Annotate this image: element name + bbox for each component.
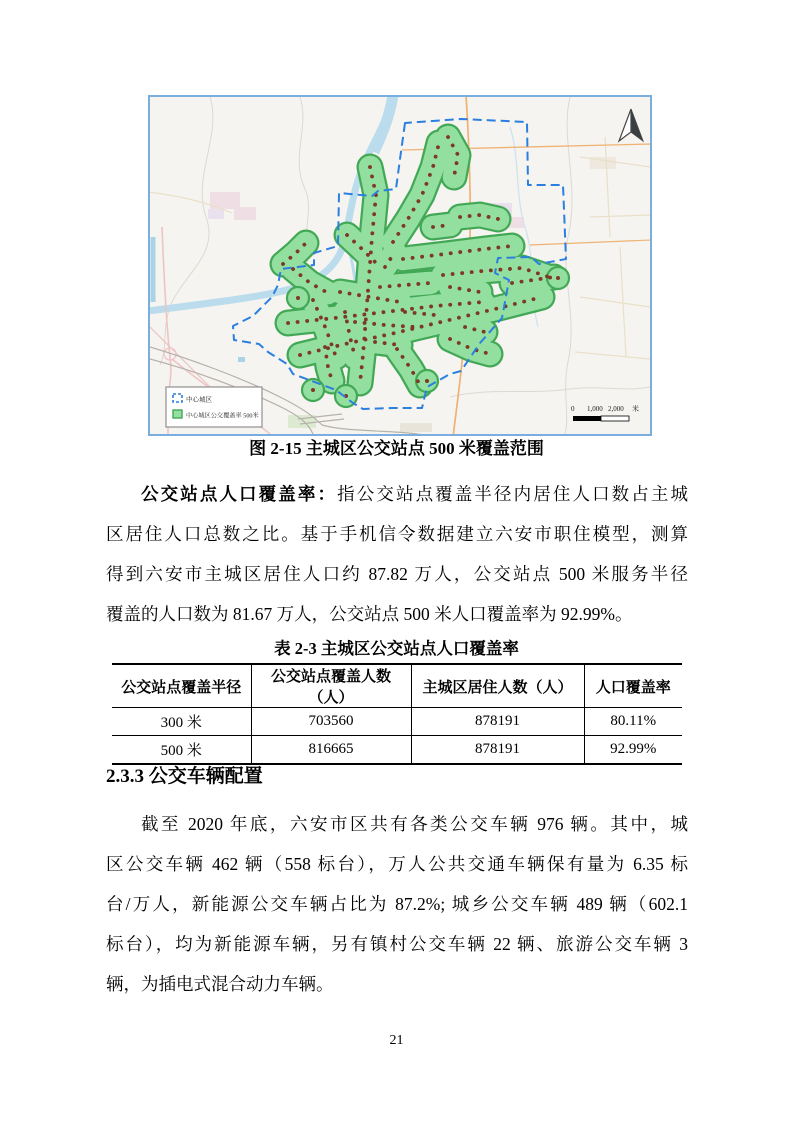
legend-coverage-icon [173, 410, 182, 418]
paragraph-line: 标台），均为新能源车辆，另有镇村公交车辆 22 辆、旅游公交车辆 3 [106, 934, 688, 954]
legend-boundary-icon [173, 394, 182, 402]
paragraph-line: 台/万人，新能源公交车辆占比为 87.2%; 城乡公交车辆 489 辆（602.1 [106, 894, 688, 914]
table-header-cell: 公交站点覆盖人数（人） [251, 664, 411, 708]
paragraph-line [106, 474, 688, 514]
table-cell: 92.99% [610, 741, 657, 757]
table-cell: 500 米 [112, 736, 251, 765]
table-header-cell: 人口覆盖率 [584, 664, 682, 708]
page-number: 21 [389, 1033, 404, 1048]
paragraph-line: 覆盖的人口数为 81.67 万人，公交站点 500 米人口覆盖率为 92.99%。 [106, 604, 633, 624]
paragraph-line: 区公交车辆 462 辆（558 标台），万人公共交通车辆保有量为 6.35 标 [106, 854, 688, 874]
small-lake [238, 357, 245, 362]
map-legend [166, 387, 262, 427]
table-cell: 816665 [251, 736, 411, 765]
paragraph-lead-bold: 公交站点人口覆盖率： [141, 484, 338, 504]
scalebar-unit: 米 [632, 405, 639, 413]
legend-boundary-label: 中心城区 [186, 396, 212, 404]
table-cell: 703560 [251, 708, 411, 736]
paragraph-line: 区居住人口总数之比。基于手机信令数据建立六安市职住模型，测算 [106, 524, 688, 544]
map-canvas [150, 97, 650, 434]
scalebar-mid: 1,000 [587, 405, 603, 413]
table-cell: 300 米 [112, 708, 251, 736]
coverage-table [112, 663, 682, 765]
paragraph-line: 得到六安市主城区居住人口约 87.82 万人，公交站点 500 米服务半径 [106, 564, 688, 584]
figure-caption: 图 2-15 主城区公交站点 500 米覆盖范围 [249, 439, 544, 458]
table-header-row [112, 664, 682, 708]
table-row [112, 736, 682, 765]
table-cell: 878191 [411, 708, 584, 736]
table-header-cell: 公交站点覆盖半径 [112, 664, 251, 708]
table-cell: 878191 [411, 736, 584, 765]
section-heading: 2.3.3 公交车辆配置 [106, 766, 263, 787]
paragraph-lead-rest: 指公交站点覆盖半径内居住人口数占主城 [337, 484, 688, 504]
scalebar-end: 2,000 [608, 405, 624, 413]
scalebar-zero: 0 [571, 405, 575, 413]
paragraph-vehicle-config [106, 804, 688, 1004]
table-cell: 80.11% [584, 708, 682, 736]
table-row [112, 708, 682, 736]
table-title: 表 2-3 主城区公交站点人口覆盖率 [274, 639, 519, 658]
paragraph-coverage-rate [106, 474, 688, 634]
paragraph-line: 辆，为插电式混合动力车辆。 [106, 974, 334, 994]
paragraph-line: 截至 2020 年底，六安市区共有各类公交车辆 976 辆。其中，城 [141, 814, 688, 834]
legend-coverage-label: 中心城区公交覆盖率 500米 [186, 412, 259, 420]
table-header-cell: 主城区居住人数（人） [411, 664, 584, 708]
figure-map [148, 95, 652, 436]
